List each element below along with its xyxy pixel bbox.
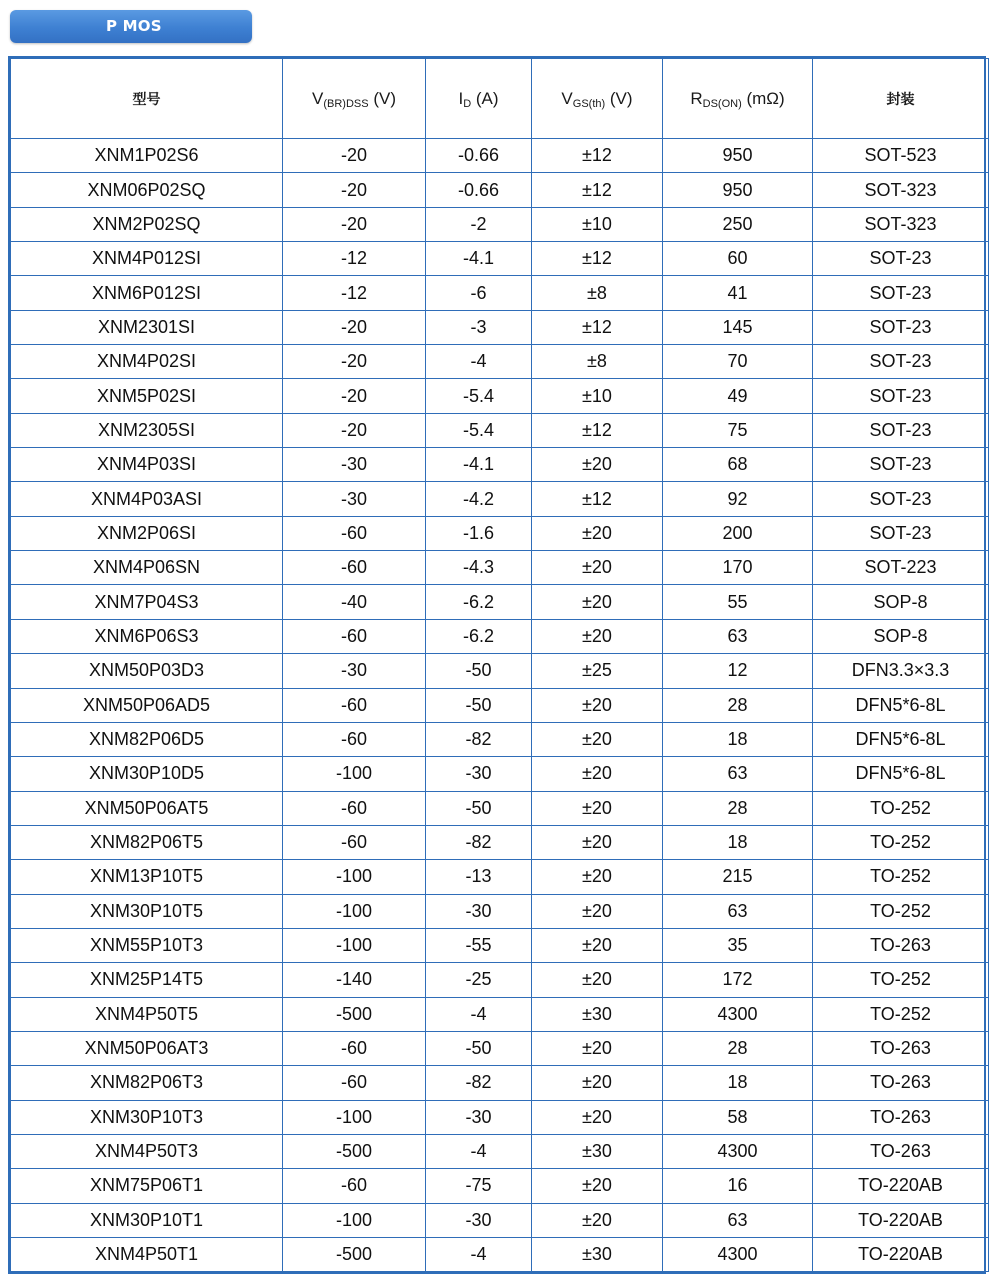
cell-model: XNM50P03D3	[11, 654, 283, 688]
cell-model: XNM4P50T3	[11, 1134, 283, 1168]
table-row	[11, 448, 989, 482]
cell-rdson: 60	[663, 242, 813, 276]
cell-model: XNM82P06D5	[11, 722, 283, 756]
cell-vgsth: ±12	[532, 482, 663, 516]
header-vbrdss-sub: (BR)DSS	[323, 97, 369, 110]
cell-model: XNM75P06T1	[11, 1169, 283, 1203]
cell-model: XNM30P10T1	[11, 1203, 283, 1237]
cell-rdson: 92	[663, 482, 813, 516]
cell-model: XNM2P02SQ	[11, 207, 283, 241]
cell-package: TO-252	[813, 825, 989, 859]
cell-package: SOT-23	[813, 516, 989, 550]
cell-rdson: 18	[663, 825, 813, 859]
table-row	[11, 585, 989, 619]
cell-vgsth: ±20	[532, 1100, 663, 1134]
cell-model: XNM55P10T3	[11, 928, 283, 962]
header-model-label: 型号	[132, 91, 161, 108]
cell-vbrdss: -100	[283, 860, 426, 894]
cell-model: XNM25P14T5	[11, 963, 283, 997]
cell-vbrdss: -60	[283, 791, 426, 825]
cell-vbrdss: -100	[283, 757, 426, 791]
table-row	[11, 413, 989, 447]
cell-vgsth: ±20	[532, 516, 663, 550]
section-title-tab	[10, 10, 252, 43]
cell-vbrdss: -60	[283, 1169, 426, 1203]
cell-package: DFN5*6-8L	[813, 722, 989, 756]
cell-vbrdss: -12	[283, 242, 426, 276]
table-row	[11, 825, 989, 859]
cell-id: -1.6	[426, 516, 532, 550]
header-model	[11, 59, 283, 139]
cell-package: SOP-8	[813, 619, 989, 653]
cell-vbrdss: -60	[283, 551, 426, 585]
header-vbrdss	[283, 59, 426, 139]
cell-id: -82	[426, 825, 532, 859]
cell-package: TO-220AB	[813, 1238, 989, 1272]
cell-rdson: 58	[663, 1100, 813, 1134]
cell-vgsth: ±20	[532, 963, 663, 997]
cell-package: TO-252	[813, 997, 989, 1031]
cell-model: XNM7P04S3	[11, 585, 283, 619]
cell-rdson: 18	[663, 722, 813, 756]
cell-vbrdss: -60	[283, 825, 426, 859]
header-id-main: I	[458, 88, 464, 108]
table-row	[11, 551, 989, 585]
cell-vgsth: ±12	[532, 310, 663, 344]
cell-package: TO-263	[813, 928, 989, 962]
cell-id: -13	[426, 860, 532, 894]
cell-rdson: 28	[663, 1031, 813, 1065]
cell-rdson: 215	[663, 860, 813, 894]
cell-model: XNM4P02SI	[11, 345, 283, 379]
cell-vbrdss: -100	[283, 928, 426, 962]
cell-vgsth: ±20	[532, 1203, 663, 1237]
cell-vgsth: ±30	[532, 1238, 663, 1272]
header-row	[11, 59, 989, 139]
cell-package: DFN5*6-8L	[813, 688, 989, 722]
table-row	[11, 516, 989, 550]
cell-vgsth: ±20	[532, 1169, 663, 1203]
cell-id: -6.2	[426, 619, 532, 653]
cell-vbrdss: -60	[283, 722, 426, 756]
cell-model: XNM6P06S3	[11, 619, 283, 653]
cell-id: -50	[426, 688, 532, 722]
table-row	[11, 928, 989, 962]
table-row	[11, 207, 989, 241]
cell-model: XNM30P10T5	[11, 894, 283, 928]
header-vgsth	[532, 59, 663, 139]
table-row	[11, 894, 989, 928]
cell-model: XNM5P02SI	[11, 379, 283, 413]
cell-vgsth: ±20	[532, 757, 663, 791]
pmos-spec-table	[10, 58, 989, 1272]
cell-id: -50	[426, 1031, 532, 1065]
pmos-table-container	[8, 56, 986, 1274]
header-vgsth-unit: (V)	[605, 88, 633, 108]
cell-vgsth: ±30	[532, 1134, 663, 1168]
cell-vbrdss: -100	[283, 894, 426, 928]
cell-vbrdss: -30	[283, 448, 426, 482]
cell-model: XNM50P06AT3	[11, 1031, 283, 1065]
table-row	[11, 654, 989, 688]
cell-rdson: 18	[663, 1066, 813, 1100]
cell-vbrdss: -60	[283, 1031, 426, 1065]
cell-package: TO-263	[813, 1066, 989, 1100]
cell-model: XNM06P02SQ	[11, 173, 283, 207]
cell-vgsth: ±20	[532, 448, 663, 482]
cell-vbrdss: -140	[283, 963, 426, 997]
cell-rdson: 63	[663, 1203, 813, 1237]
table-body	[11, 139, 989, 1272]
cell-id: -4.2	[426, 482, 532, 516]
header-id-unit: (A)	[471, 88, 499, 108]
cell-vbrdss: -20	[283, 139, 426, 173]
cell-vbrdss: -500	[283, 997, 426, 1031]
cell-model: XNM82P06T3	[11, 1066, 283, 1100]
cell-vbrdss: -20	[283, 379, 426, 413]
cell-model: XNM2P06SI	[11, 516, 283, 550]
table-row	[11, 997, 989, 1031]
table-row	[11, 345, 989, 379]
cell-model: XNM4P03ASI	[11, 482, 283, 516]
cell-vbrdss: -60	[283, 619, 426, 653]
cell-vgsth: ±30	[532, 997, 663, 1031]
cell-id: -25	[426, 963, 532, 997]
cell-id: -30	[426, 1203, 532, 1237]
header-vbrdss-main: V	[312, 88, 324, 108]
cell-package: SOT-323	[813, 207, 989, 241]
cell-model: XNM82P06T5	[11, 825, 283, 859]
cell-rdson: 41	[663, 276, 813, 310]
header-package-label: 封装	[886, 91, 915, 108]
cell-vgsth: ±20	[532, 551, 663, 585]
cell-id: -50	[426, 791, 532, 825]
cell-vbrdss: -20	[283, 345, 426, 379]
cell-rdson: 4300	[663, 1238, 813, 1272]
cell-rdson: 250	[663, 207, 813, 241]
cell-id: -30	[426, 894, 532, 928]
cell-vbrdss: -60	[283, 688, 426, 722]
cell-package: TO-252	[813, 963, 989, 997]
cell-vgsth: ±20	[532, 619, 663, 653]
cell-vbrdss: -20	[283, 310, 426, 344]
header-vgsth-main: V	[561, 88, 573, 108]
cell-id: -4.3	[426, 551, 532, 585]
cell-id: -5.4	[426, 379, 532, 413]
header-id-sub: D	[463, 97, 472, 110]
cell-model: XNM1P02S6	[11, 139, 283, 173]
cell-vgsth: ±20	[532, 825, 663, 859]
cell-rdson: 145	[663, 310, 813, 344]
cell-id: -3	[426, 310, 532, 344]
cell-vbrdss: -30	[283, 654, 426, 688]
table-row	[11, 1238, 989, 1272]
cell-vbrdss: -12	[283, 276, 426, 310]
header-rdson-sub: DS(ON)	[702, 97, 742, 110]
cell-model: XNM50P06AD5	[11, 688, 283, 722]
cell-rdson: 28	[663, 688, 813, 722]
table-row	[11, 688, 989, 722]
cell-vgsth: ±20	[532, 585, 663, 619]
cell-id: -0.66	[426, 173, 532, 207]
cell-package: SOT-23	[813, 310, 989, 344]
cell-vbrdss: -20	[283, 207, 426, 241]
cell-id: -5.4	[426, 413, 532, 447]
table-row	[11, 1066, 989, 1100]
cell-id: -2	[426, 207, 532, 241]
cell-package: TO-220AB	[813, 1203, 989, 1237]
cell-vgsth: ±20	[532, 1031, 663, 1065]
cell-model: XNM2305SI	[11, 413, 283, 447]
cell-vbrdss: -20	[283, 173, 426, 207]
cell-vgsth: ±10	[532, 379, 663, 413]
table-row	[11, 139, 989, 173]
table-row	[11, 482, 989, 516]
cell-vgsth: ±20	[532, 688, 663, 722]
cell-id: -4	[426, 997, 532, 1031]
cell-rdson: 950	[663, 139, 813, 173]
section-title: P MOS	[106, 17, 162, 35]
cell-model: XNM30P10T3	[11, 1100, 283, 1134]
table-row	[11, 1169, 989, 1203]
table-row	[11, 173, 989, 207]
cell-package: DFN3.3×3.3	[813, 654, 989, 688]
cell-rdson: 28	[663, 791, 813, 825]
cell-model: XNM4P012SI	[11, 242, 283, 276]
cell-model: XNM6P012SI	[11, 276, 283, 310]
cell-vbrdss: -500	[283, 1238, 426, 1272]
header-vgsth-sub: GS(th)	[572, 97, 606, 110]
cell-vbrdss: -30	[283, 482, 426, 516]
cell-id: -4	[426, 1238, 532, 1272]
cell-id: -82	[426, 1066, 532, 1100]
cell-package: TO-263	[813, 1100, 989, 1134]
cell-id: -50	[426, 654, 532, 688]
cell-package: TO-252	[813, 860, 989, 894]
cell-package: TO-220AB	[813, 1169, 989, 1203]
table-row	[11, 860, 989, 894]
cell-model: XNM2301SI	[11, 310, 283, 344]
cell-vgsth: ±12	[532, 139, 663, 173]
cell-id: -4	[426, 1134, 532, 1168]
cell-model: XNM4P06SN	[11, 551, 283, 585]
table-header	[11, 59, 989, 139]
cell-rdson: 75	[663, 413, 813, 447]
cell-id: -55	[426, 928, 532, 962]
cell-package: SOT-523	[813, 139, 989, 173]
cell-vbrdss: -60	[283, 1066, 426, 1100]
cell-vgsth: ±20	[532, 928, 663, 962]
cell-rdson: 16	[663, 1169, 813, 1203]
cell-rdson: 70	[663, 345, 813, 379]
cell-rdson: 63	[663, 894, 813, 928]
header-rdson-unit: (mΩ)	[741, 88, 785, 108]
cell-package: TO-252	[813, 894, 989, 928]
cell-rdson: 200	[663, 516, 813, 550]
cell-rdson: 55	[663, 585, 813, 619]
cell-id: -4.1	[426, 448, 532, 482]
cell-rdson: 68	[663, 448, 813, 482]
cell-vgsth: ±12	[532, 413, 663, 447]
cell-rdson: 172	[663, 963, 813, 997]
cell-id: -4.1	[426, 242, 532, 276]
cell-vgsth: ±20	[532, 894, 663, 928]
cell-package: SOT-23	[813, 276, 989, 310]
cell-vbrdss: -100	[283, 1203, 426, 1237]
table-row	[11, 242, 989, 276]
cell-package: SOT-23	[813, 345, 989, 379]
header-id	[426, 59, 532, 139]
cell-id: -82	[426, 722, 532, 756]
cell-vgsth: ±20	[532, 722, 663, 756]
header-vbrdss-unit: (V)	[368, 88, 396, 108]
cell-vgsth: ±25	[532, 654, 663, 688]
table-row	[11, 722, 989, 756]
header-package	[813, 59, 989, 139]
cell-package: SOT-23	[813, 448, 989, 482]
cell-package: DFN5*6-8L	[813, 757, 989, 791]
cell-model: XNM50P06AT5	[11, 791, 283, 825]
cell-package: SOT-223	[813, 551, 989, 585]
table-row	[11, 310, 989, 344]
cell-package: SOT-323	[813, 173, 989, 207]
cell-package: SOT-23	[813, 413, 989, 447]
table-row	[11, 276, 989, 310]
cell-package: TO-252	[813, 791, 989, 825]
cell-package: TO-263	[813, 1134, 989, 1168]
cell-package: SOT-23	[813, 482, 989, 516]
cell-rdson: 49	[663, 379, 813, 413]
header-rdson	[663, 59, 813, 139]
cell-vbrdss: -20	[283, 413, 426, 447]
cell-vgsth: ±8	[532, 276, 663, 310]
table-row	[11, 791, 989, 825]
cell-rdson: 63	[663, 757, 813, 791]
cell-id: -0.66	[426, 139, 532, 173]
cell-id: -4	[426, 345, 532, 379]
cell-rdson: 12	[663, 654, 813, 688]
cell-model: XNM4P50T1	[11, 1238, 283, 1272]
cell-package: SOT-23	[813, 242, 989, 276]
cell-id: -75	[426, 1169, 532, 1203]
cell-vbrdss: -60	[283, 516, 426, 550]
cell-id: -6	[426, 276, 532, 310]
table-row	[11, 379, 989, 413]
cell-package: TO-263	[813, 1031, 989, 1065]
cell-rdson: 4300	[663, 1134, 813, 1168]
table-row	[11, 963, 989, 997]
cell-vgsth: ±12	[532, 173, 663, 207]
cell-vgsth: ±20	[532, 1066, 663, 1100]
cell-package: SOT-23	[813, 379, 989, 413]
cell-model: XNM4P50T5	[11, 997, 283, 1031]
cell-vgsth: ±12	[532, 242, 663, 276]
cell-model: XNM4P03SI	[11, 448, 283, 482]
cell-model: XNM30P10D5	[11, 757, 283, 791]
cell-vbrdss: -40	[283, 585, 426, 619]
cell-vgsth: ±10	[532, 207, 663, 241]
table-row	[11, 757, 989, 791]
table-row	[11, 619, 989, 653]
cell-vgsth: ±20	[532, 860, 663, 894]
table-row	[11, 1100, 989, 1134]
table-row	[11, 1203, 989, 1237]
cell-rdson: 170	[663, 551, 813, 585]
cell-rdson: 63	[663, 619, 813, 653]
cell-model: XNM13P10T5	[11, 860, 283, 894]
table-row	[11, 1134, 989, 1168]
cell-vgsth: ±8	[532, 345, 663, 379]
cell-id: -30	[426, 757, 532, 791]
cell-rdson: 35	[663, 928, 813, 962]
cell-id: -30	[426, 1100, 532, 1134]
cell-rdson: 950	[663, 173, 813, 207]
cell-vgsth: ±20	[532, 791, 663, 825]
cell-vbrdss: -500	[283, 1134, 426, 1168]
table-row	[11, 1031, 989, 1065]
cell-id: -6.2	[426, 585, 532, 619]
cell-package: SOP-8	[813, 585, 989, 619]
cell-rdson: 4300	[663, 997, 813, 1031]
header-rdson-main: R	[690, 88, 703, 108]
cell-vbrdss: -100	[283, 1100, 426, 1134]
